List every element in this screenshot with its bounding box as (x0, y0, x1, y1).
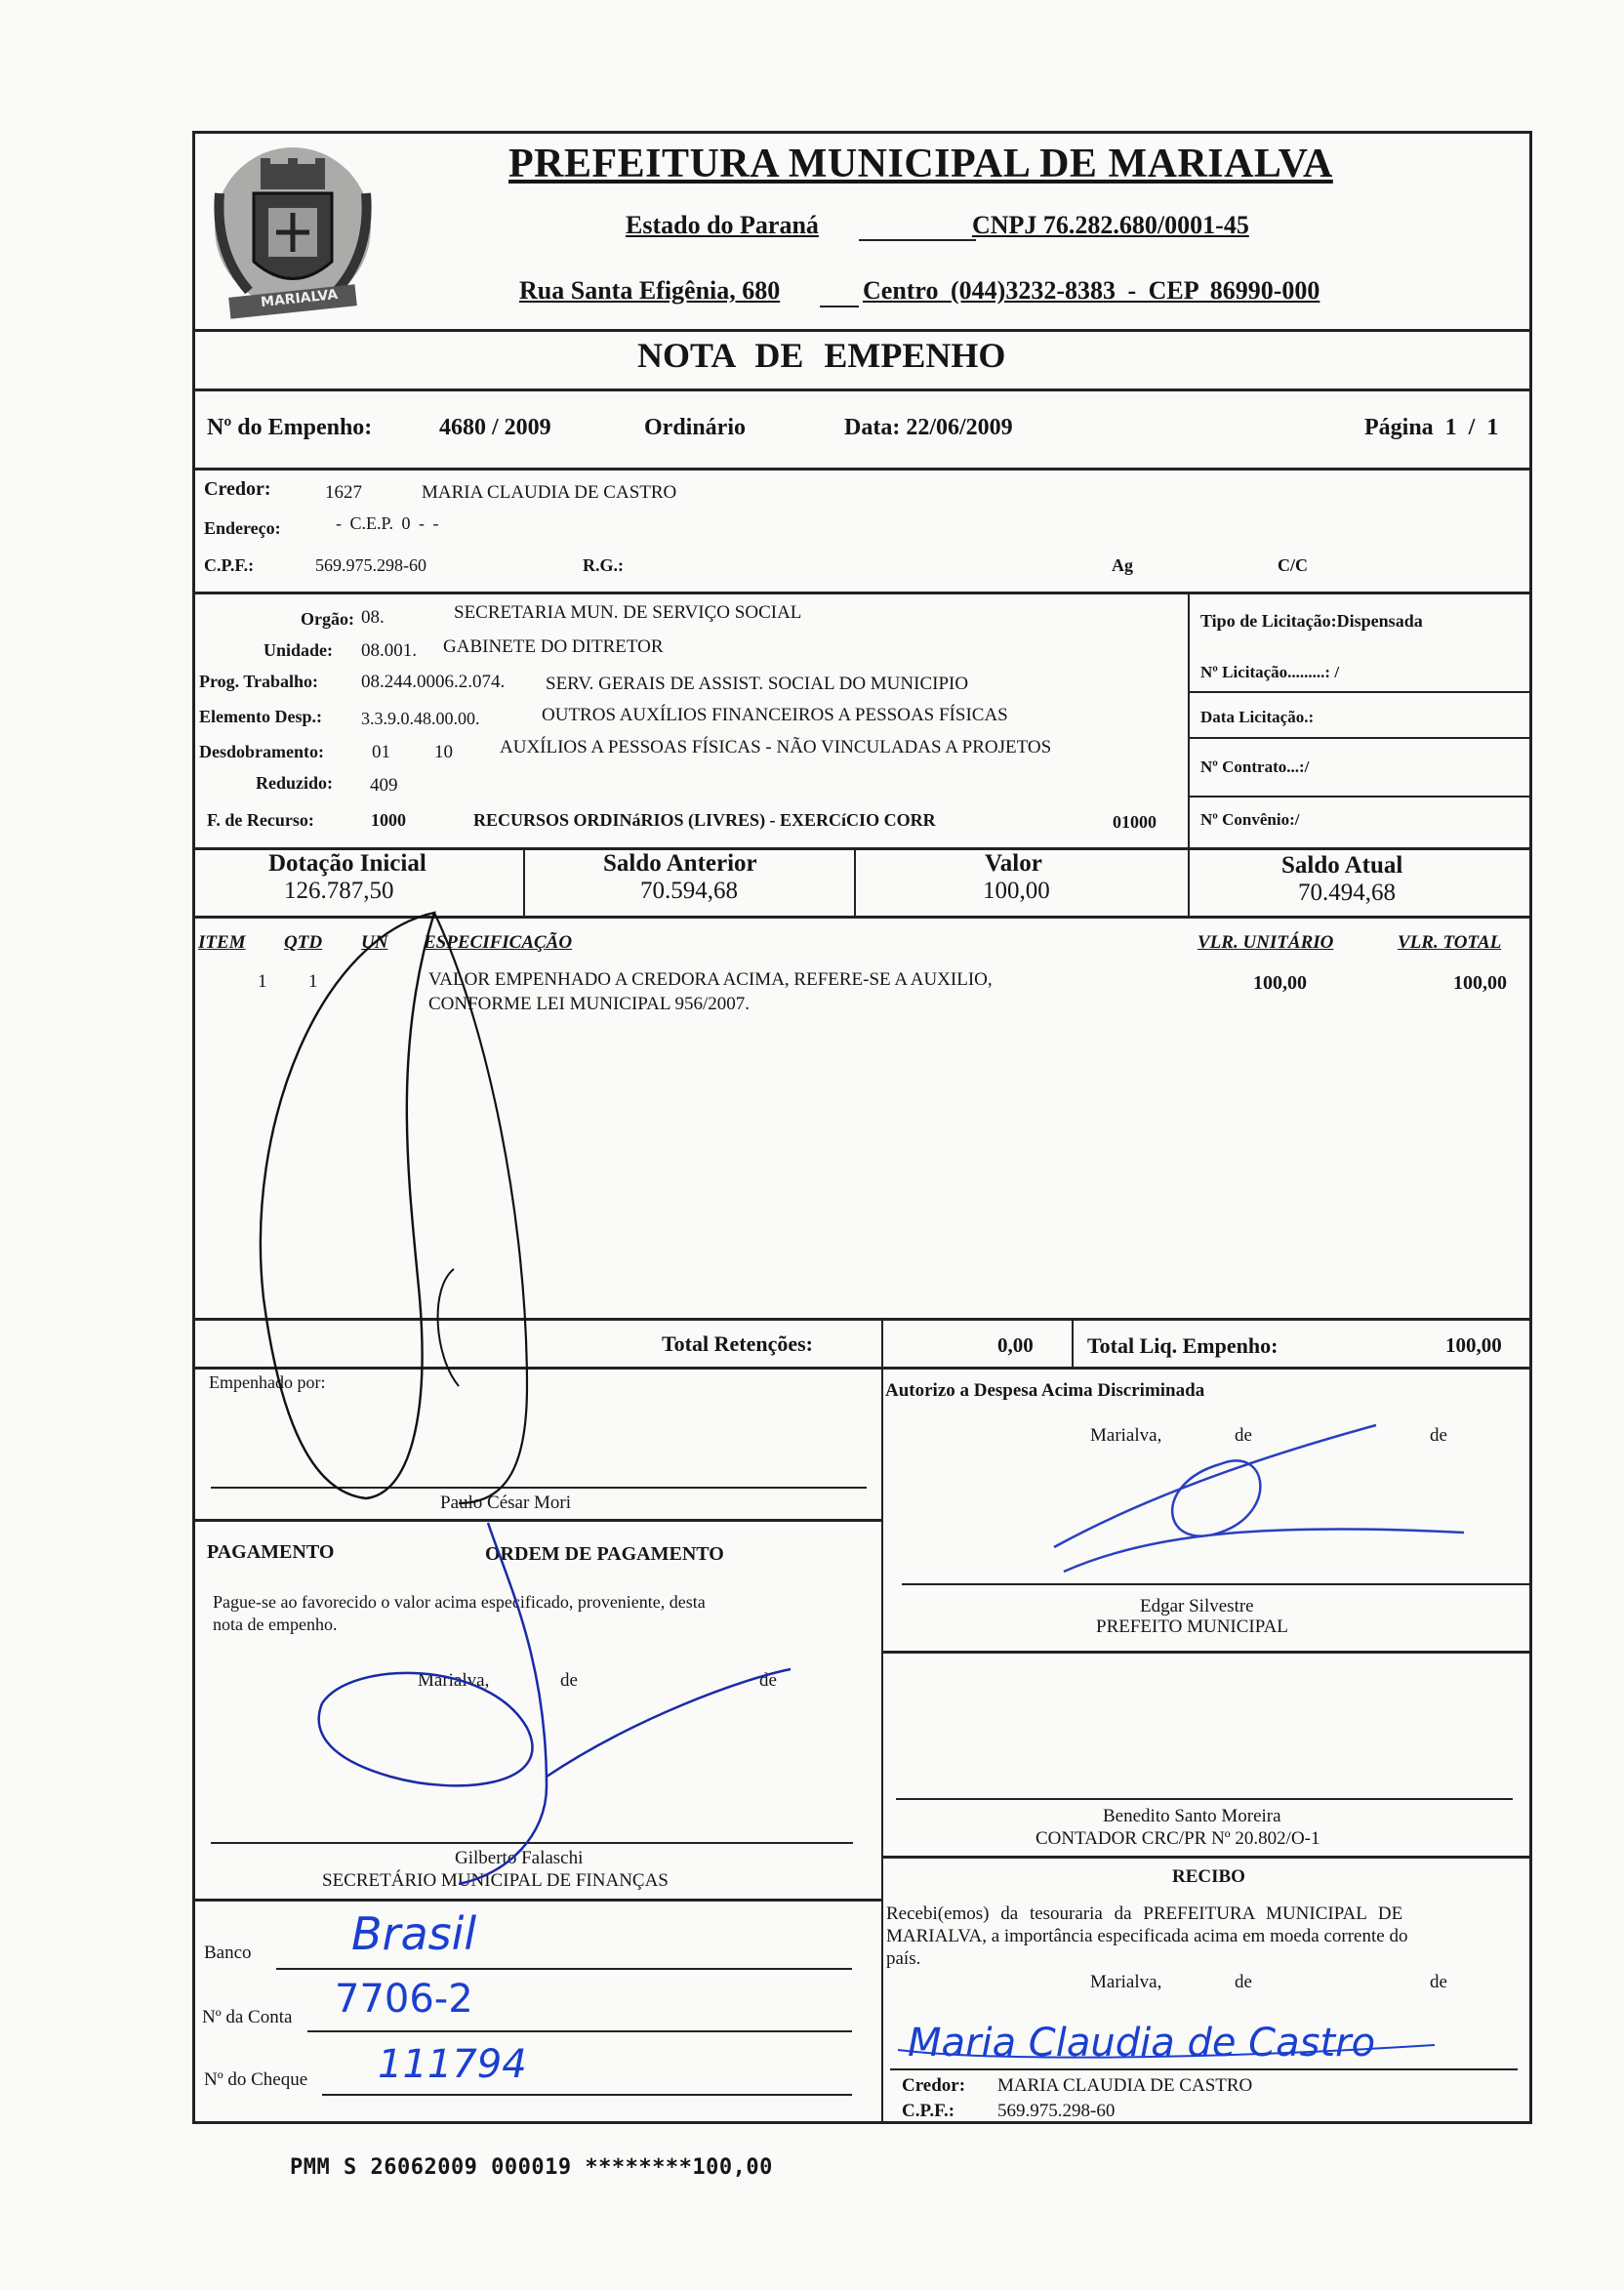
total-liq-label: Total Liq. Empenho: (1087, 1333, 1279, 1358)
retencoes-value: 0,00 (997, 1333, 1034, 1357)
banco-value: Brasil (351, 1907, 477, 1960)
cheque-label: Nº do Cheque (204, 2069, 308, 2090)
recibo-de2: de (1430, 1972, 1447, 1992)
item-number: 1 (258, 971, 267, 992)
prog-trabalho-name: SERV. GERAIS DE ASSIST. SOCIAL DO MUNICIPIO (546, 674, 969, 694)
elemento-code: 3.3.9.0.48.00.00. (361, 709, 480, 728)
elemento-label: Elemento Desp.: (199, 707, 322, 726)
desdobramento-name: AUXÍLIOS A PESSOAS FÍSICAS - NÃO VINCULADAS A PROJETOS (500, 737, 1052, 757)
item-qtd: 1 (308, 971, 318, 992)
pagamento-label: PAGAMENTO (207, 1541, 335, 1563)
empenho-number-label: Nº do Empenho: (207, 415, 373, 440)
banco-label: Banco (204, 1943, 252, 1963)
divider (881, 1651, 1532, 1654)
pagamento-text-line1: Pague-se ao favorecido o valor acima especificado, proveniente, desta (213, 1592, 706, 1612)
signature-line (896, 1798, 1513, 1800)
ag-label: Ag (1112, 555, 1133, 575)
item-spec-line1: VALOR EMPENHADO A CREDORA ACIMA, REFERE-SE A AUXILIO, (428, 969, 993, 990)
elemento-name: OUTROS AUXÍLIOS FINANCEIROS A PESSOAS FÍSICAS (542, 705, 1008, 725)
prog-trabalho-code: 08.244.0006.2.074. (361, 672, 506, 692)
street-address: Rua Santa Efigênia, 680 (519, 276, 781, 305)
dotacao-label: Dotação Inicial (268, 850, 426, 877)
empenho-number: 4680 / 2009 (439, 415, 551, 440)
valor-label: Valor (985, 850, 1042, 877)
page-number: Página 1 / 1 (1364, 415, 1499, 440)
contador-title: CONTADOR CRC/PR Nº 20.802/O-1 (1035, 1828, 1320, 1849)
numero-convenio: Nº Convênio:/ (1200, 810, 1300, 829)
cheque-value: 111794 (378, 2042, 527, 2087)
recibo-text-line3: país. (886, 1948, 921, 1969)
footer-stamp: PMM S 26062009 000019 ********100,00 (290, 2155, 773, 2180)
address-label: Endereço: (204, 518, 281, 538)
signature-line (211, 1487, 867, 1489)
banco-field-line (276, 1968, 852, 1970)
recibo-credor-label: Credor: (902, 2075, 966, 2096)
desdobramento-code1: 01 (372, 742, 390, 762)
divider (192, 1318, 1532, 1321)
item-total-value: 100,00 (1453, 972, 1507, 994)
district-phone-cep: Centro (044)3232-8383 - CEP 86990-000 (863, 276, 1320, 305)
col-vlr-total: VLR. TOTAL (1398, 932, 1502, 953)
pagamento-de2: de (759, 1670, 777, 1691)
unidade-code: 08.001. (361, 640, 417, 661)
recibo-text-line1: Recebi(emos) da tesouraria da PREFEITURA MUNICIPAL DE (886, 1903, 1403, 1924)
numero-licitacao: Nº Licitação.........: / (1200, 663, 1340, 681)
licitacao-field-line (1188, 691, 1532, 693)
saldo-atual-value: 70.494,68 (1298, 880, 1396, 906)
state-name: Estado do Paraná (626, 211, 819, 239)
recurso-code: 1000 (371, 810, 406, 830)
cpf-label: C.P.F.: (204, 555, 255, 575)
divider (192, 1367, 1532, 1370)
cheque-field-line (322, 2094, 852, 2096)
unidade-name: GABINETE DO DITRETOR (443, 636, 664, 657)
conta-value: 7706-2 (335, 1977, 473, 2022)
recibo-place: Marialva, (1090, 1972, 1162, 1992)
signature-line (902, 1583, 1532, 1585)
empenho-type: Ordinário (644, 415, 747, 440)
credor-signature: Maria Claudia de Castro (908, 2021, 1376, 2066)
divider (192, 592, 1532, 594)
data-licitacao: Data Licitação.: (1200, 708, 1315, 726)
autorizo-signer-title: PREFEITO MUNICIPAL (1096, 1616, 1288, 1637)
retencoes-divider (1072, 1318, 1074, 1367)
desdobramento-code2: 10 (434, 742, 453, 762)
recibo-de1: de (1235, 1972, 1252, 1992)
pagamento-text-line2: nota de empenho. (213, 1615, 338, 1634)
totals-divider (1188, 847, 1190, 916)
reduzido-label: Reduzido: (256, 773, 334, 793)
coat-of-arms-logo (200, 135, 386, 330)
numero-contrato: Nº Contrato...:/ (1200, 757, 1310, 776)
empenhado-label: Empenhado por: (209, 1372, 326, 1392)
tipo-licitacao: Tipo de Licitação:Dispensada (1200, 611, 1423, 631)
col-especificacao: ESPECIFICAÇÃO (424, 932, 573, 953)
recibo-text-line2: MARIALVA, a importância especificada acima em moeda corrente do (886, 1926, 1408, 1946)
divider (192, 468, 1532, 470)
totals-divider (854, 847, 856, 916)
credor-label: Credor: (204, 478, 271, 500)
divider (192, 1899, 881, 1902)
conta-field-line (307, 2030, 852, 2032)
divider (881, 1856, 1532, 1859)
pagamento-place: Marialva, (418, 1670, 490, 1691)
underline-address (820, 306, 859, 307)
col-un: UN (361, 932, 388, 953)
recibo-cpf-label: C.P.F.: (902, 2101, 955, 2121)
empenhado-name: Paulo César Mori (440, 1493, 572, 1513)
cc-label: C/C (1278, 555, 1308, 575)
recibo-cpf-value: 569.975.298-60 (997, 2101, 1116, 2121)
divider (192, 916, 1532, 919)
autorizo-label: Autorizo a Despesa Acima Discriminada (885, 1380, 1205, 1401)
retencoes-divider (881, 1318, 883, 1367)
address-value: - C.E.P. 0 - - (336, 513, 439, 533)
total-liq-value: 100,00 (1445, 1333, 1502, 1357)
divider (192, 389, 1532, 391)
credor-name: MARIA CLAUDIA DE CASTRO (422, 482, 677, 503)
saldo-anterior-value: 70.594,68 (640, 878, 738, 904)
dotacao-value: 126.787,50 (284, 878, 394, 904)
totals-divider (523, 847, 525, 916)
saldo-anterior-label: Saldo Anterior (603, 850, 757, 877)
licitacao-divider (1188, 592, 1190, 849)
saldo-atual-label: Saldo Atual (1281, 852, 1403, 879)
autorizo-place: Marialva, (1090, 1425, 1162, 1446)
orgao-name: SECRETARIA MUN. DE SERVIÇO SOCIAL (454, 602, 802, 623)
ordem-pagamento-label: ORDEM DE PAGAMENTO (485, 1543, 724, 1565)
contador-name: Benedito Santo Moreira (1103, 1806, 1281, 1826)
item-unit-value: 100,00 (1253, 972, 1307, 994)
recurso-code2: 01000 (1113, 812, 1157, 832)
document-title: NOTA DE EMPENHO (637, 336, 1006, 375)
unidade-label: Unidade: (264, 640, 334, 660)
reduzido-value: 409 (370, 775, 398, 796)
col-qtd: QTD (284, 932, 323, 953)
retencoes-label: Total Retenções: (662, 1331, 813, 1356)
desdobramento-label: Desdobramento: (199, 742, 324, 761)
logo-ribbon-text: MARIALVA (260, 286, 339, 311)
cnpj-text: CNPJ 76.282.680/0001-45 (972, 211, 1249, 239)
col-item: ITEM (198, 932, 246, 953)
recibo-label: RECIBO (1172, 1866, 1245, 1887)
lower-section-divider (881, 1367, 883, 2124)
recurso-label: F. de Recurso: (207, 810, 314, 830)
signature-line (890, 2068, 1518, 2070)
pagamento-signer-title: SECRETÁRIO MUNICIPAL DE FINANÇAS (322, 1870, 669, 1891)
municipality-title: PREFEITURA MUNICIPAL DE MARIALVA (508, 142, 1333, 186)
orgao-label: Orgão: (301, 609, 354, 629)
autorizo-signer-name: Edgar Silvestre (1140, 1596, 1254, 1616)
pagamento-de1: de (560, 1670, 578, 1691)
rg-label: R.G.: (583, 555, 624, 575)
orgao-code: 08. (361, 607, 385, 628)
prog-trabalho-label: Prog. Trabalho: (199, 672, 319, 691)
licitacao-field-line (1188, 737, 1532, 739)
recurso-name: RECURSOS ORDINáRIOS (LIVRES) - EXERCíCIO CORR (473, 810, 936, 830)
autorizo-de2: de (1430, 1425, 1447, 1446)
col-vlr-unitario: VLR. UNITÁRIO (1198, 932, 1334, 953)
valor-value: 100,00 (983, 878, 1050, 904)
signature-line (211, 1842, 853, 1844)
conta-label: Nº da Conta (202, 2007, 293, 2027)
divider (192, 329, 1532, 332)
item-spec-line2: CONFORME LEI MUNICIPAL 956/2007. (428, 994, 751, 1014)
divider (192, 1519, 881, 1522)
recibo-credor-name: MARIA CLAUDIA DE CASTRO (997, 2075, 1253, 2096)
cpf-value: 569.975.298-60 (315, 555, 426, 575)
empenho-date: Data: 22/06/2009 (844, 415, 1013, 440)
autorizo-de1: de (1235, 1425, 1252, 1446)
pagamento-signer-name: Gilberto Falaschi (455, 1848, 584, 1868)
credor-code: 1627 (325, 482, 362, 503)
licitacao-field-line (1188, 796, 1532, 798)
underline-state-cnpj (859, 239, 976, 241)
